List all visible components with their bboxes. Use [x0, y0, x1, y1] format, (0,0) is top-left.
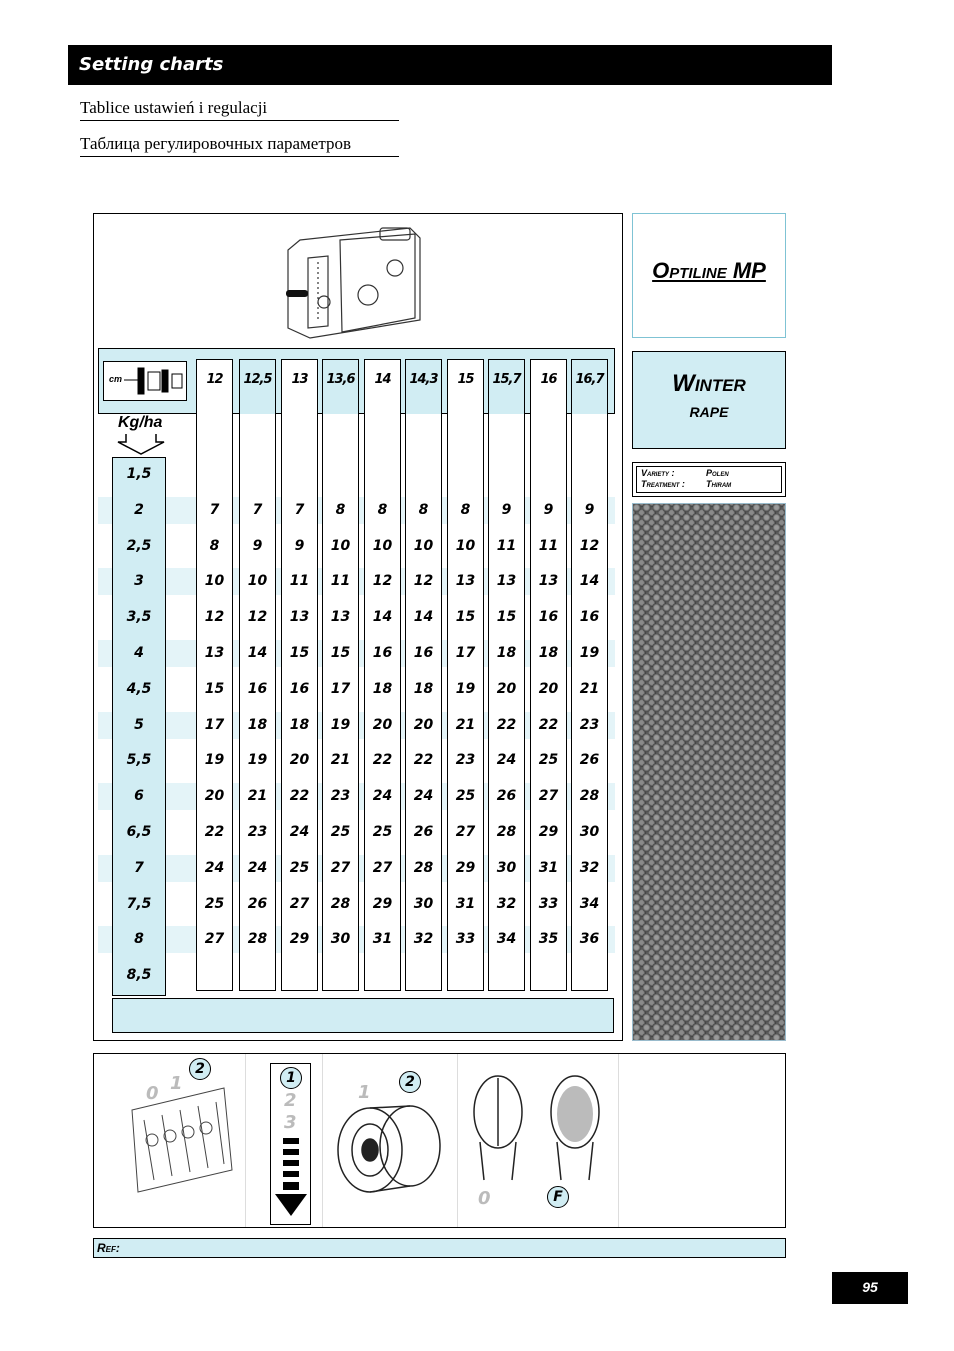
column-header: 13,6	[323, 360, 358, 414]
table-cell: 18	[372, 680, 393, 697]
table-cell: 12	[413, 573, 434, 590]
table-cell: 28	[413, 859, 434, 876]
table-cell: 11	[538, 537, 559, 554]
step-arrow-icon	[274, 1138, 308, 1220]
gear-wheel-illustration	[330, 1098, 450, 1198]
column-header: 15,7	[489, 360, 524, 414]
table-cell: 30	[579, 824, 600, 840]
table-cell: 10	[372, 537, 393, 554]
table-cell: 19	[579, 645, 600, 661]
table-cell: 17	[455, 645, 476, 661]
tractor-icon	[124, 364, 186, 398]
table-cell: 36	[579, 931, 600, 948]
table-cell: 33	[538, 895, 559, 912]
table-cell: 8	[418, 501, 429, 518]
table-cell: 13	[289, 609, 310, 626]
kgha-row-label: 4,5	[126, 680, 152, 697]
step-1-badge: 1	[280, 1067, 302, 1089]
row-spacing-icon-box	[103, 361, 187, 401]
table-cell: 32	[496, 895, 517, 912]
table-cell: 24	[372, 788, 393, 805]
column-header: 12,5	[240, 360, 275, 414]
table-cell: 20	[496, 680, 517, 697]
column-header: 16,7	[572, 360, 607, 414]
crop-name-box	[632, 351, 786, 449]
table-cell: 26	[247, 895, 268, 912]
table-cell: 12	[579, 537, 600, 554]
crop-name-line2: rape	[689, 400, 729, 422]
down-arrow-icon	[116, 432, 166, 456]
table-cell: 26	[496, 788, 517, 805]
table-cell: 20	[204, 788, 225, 805]
table-cell: 26	[413, 824, 434, 840]
table-cell: 25	[330, 824, 351, 840]
table-cell: 16	[579, 609, 600, 626]
table-cell: 8	[335, 501, 346, 518]
table-cell: 8	[460, 501, 471, 518]
disc-position-0: 0	[478, 1188, 491, 1209]
section-title-bar	[68, 45, 832, 85]
kg-ha-label: Kg/ha	[118, 414, 163, 431]
table-cell: 7	[209, 501, 220, 518]
table-cell: 28	[330, 895, 351, 912]
table-cell: 24	[496, 752, 517, 769]
table-cell: 9	[252, 537, 263, 554]
table-cell: 30	[496, 859, 517, 876]
table-cell: 29	[289, 931, 310, 948]
kgha-row-label: 5	[134, 716, 144, 733]
column-header: 14,3	[406, 360, 441, 414]
table-cell: 18	[247, 716, 268, 733]
kgha-row-label: 8,5	[126, 967, 152, 984]
table-cell: 17	[330, 680, 351, 697]
table-cell: 31	[455, 895, 476, 912]
table-cell: 25	[289, 859, 310, 876]
table-footer-bar	[112, 998, 614, 1033]
step-2: 2	[284, 1090, 297, 1111]
table-cell: 7	[252, 501, 263, 518]
table-cell: 8	[209, 537, 220, 554]
column-header: 16	[540, 372, 557, 387]
section-title: Setting charts	[79, 54, 224, 75]
lever-position-0: 0	[146, 1083, 159, 1104]
cm-label: cm	[109, 374, 123, 384]
table-cell: 10	[455, 537, 476, 554]
step-3: 3	[284, 1112, 297, 1133]
table-cell: 13	[455, 573, 476, 590]
table-cell: 11	[496, 537, 517, 554]
kgha-row-label: 7	[134, 859, 144, 876]
kgha-row-label: 7,5	[126, 895, 152, 912]
metering-unit-illustration	[280, 220, 440, 344]
kgha-row-label: 5,5	[126, 752, 152, 769]
page-number-box	[832, 1272, 908, 1304]
subtitle-russian: Таблица регулировочных параметров	[80, 134, 399, 157]
machine-name: Optiline MP	[652, 258, 766, 283]
table-cell: 19	[455, 680, 476, 697]
table-cell: 32	[579, 859, 600, 876]
variety-label: Variety :	[641, 468, 675, 478]
gear-position-2-badge: 2	[399, 1071, 421, 1093]
table-cell: 13	[330, 609, 351, 626]
table-cell: 22	[204, 824, 225, 840]
table-cell: 16	[538, 609, 559, 626]
table-cell: 17	[204, 716, 225, 733]
table-cell: 22	[496, 716, 517, 733]
table-cell: 30	[330, 931, 351, 948]
table-cell: 15	[496, 609, 517, 626]
table-cell: 16	[247, 680, 268, 697]
table-cell: 11	[330, 573, 351, 590]
column-header: 15	[457, 372, 474, 387]
table-cell: 27	[455, 824, 476, 840]
table-cell: 19	[247, 752, 268, 769]
table-cell: 23	[247, 824, 268, 840]
table-cell: 25	[455, 788, 476, 805]
table-cell: 34	[579, 895, 600, 912]
table-cell: 27	[330, 859, 351, 876]
seed-sample-photo	[632, 503, 786, 1041]
table-cell: 29	[372, 895, 393, 912]
table-cell: 13	[496, 573, 517, 590]
table-cell: 23	[455, 752, 476, 769]
table-cell: 10	[330, 537, 351, 554]
column-header: 14	[374, 372, 391, 387]
table-cell: 12	[204, 609, 225, 626]
treatment-label: Treatment :	[641, 479, 685, 489]
table-cell: 15	[204, 680, 225, 697]
table-cell: 24	[247, 859, 268, 876]
column-header: 12	[206, 372, 223, 387]
kgha-row-label: 6,5	[126, 824, 152, 840]
table-cell: 16	[289, 680, 310, 697]
ref-bar	[93, 1238, 786, 1258]
table-cell: 29	[538, 824, 559, 840]
table-cell: 21	[330, 752, 351, 769]
table-cell: 20	[372, 716, 393, 733]
gear-position-1: 1	[358, 1082, 371, 1103]
table-cell: 18	[496, 645, 517, 661]
kgha-row-label: 3	[134, 573, 144, 590]
table-cell: 10	[413, 537, 434, 554]
table-cell: 14	[579, 573, 600, 590]
column-header: 13	[291, 372, 308, 387]
kgha-row-label: 3,5	[126, 609, 152, 626]
lever-position-1: 1	[170, 1073, 183, 1094]
table-cell: 24	[413, 788, 434, 805]
table-cell: 27	[204, 931, 225, 948]
table-cell: 34	[496, 931, 517, 948]
table-cell: 22	[372, 752, 393, 769]
table-cell: 15	[289, 645, 310, 661]
kgha-row-label: 8	[134, 931, 144, 948]
table-cell: 26	[579, 752, 600, 769]
table-cell: 29	[455, 859, 476, 876]
table-cell: 28	[579, 788, 600, 805]
table-cell: 9	[294, 537, 305, 554]
disc-f-badge: F	[547, 1186, 569, 1208]
table-cell: 27	[289, 895, 310, 912]
table-cell: 35	[538, 931, 559, 948]
table-cell: 18	[289, 716, 310, 733]
table-cell: 8	[377, 501, 388, 518]
table-cell: 22	[538, 716, 559, 733]
table-cell: 28	[247, 931, 268, 948]
table-cell: 14	[247, 645, 268, 661]
table-cell: 19	[204, 752, 225, 769]
table-cell: 27	[372, 859, 393, 876]
table-cell: 10	[247, 573, 268, 590]
table-cell: 32	[413, 931, 434, 948]
table-cell: 33	[455, 931, 476, 948]
subtitle-polish: Tablice ustawień i regulacji	[80, 98, 399, 121]
table-cell: 25	[372, 824, 393, 840]
table-cell: 15	[455, 609, 476, 626]
table-cell: 9	[501, 501, 512, 518]
table-cell: 12	[372, 573, 393, 590]
table-cell: 21	[579, 680, 600, 697]
table-cell: 19	[330, 716, 351, 733]
crop-name-line1: Winter	[672, 370, 746, 397]
table-cell: 27	[538, 788, 559, 805]
table-cell: 13	[538, 573, 559, 590]
table-cell: 16	[372, 645, 393, 661]
ref-label: Ref:	[97, 1241, 120, 1255]
table-cell: 9	[543, 501, 554, 518]
kgha-row-label: 4	[134, 645, 144, 661]
page-number: 95	[862, 1279, 878, 1295]
seed-disc-illustration	[470, 1072, 610, 1184]
machine-name-box	[632, 213, 786, 338]
table-cell: 25	[538, 752, 559, 769]
table-cell: 23	[330, 788, 351, 805]
table-cell: 13	[204, 645, 225, 661]
table-cell: 16	[413, 645, 434, 661]
variety-box	[632, 462, 786, 497]
table-cell: 24	[289, 824, 310, 840]
table-cell: 25	[204, 895, 225, 912]
table-cell: 24	[204, 859, 225, 876]
table-cell: 15	[330, 645, 351, 661]
table-cell: 18	[538, 645, 559, 661]
table-cell: 20	[413, 716, 434, 733]
table-cell: 7	[294, 501, 305, 518]
table-cell: 21	[247, 788, 268, 805]
table-cell: 23	[579, 716, 600, 733]
lever-position-2-badge: 2	[189, 1058, 211, 1080]
table-cell: 18	[413, 680, 434, 697]
kgha-row-label: 6	[134, 788, 144, 805]
table-cell: 28	[496, 824, 517, 840]
kgha-row-label: 2,5	[126, 537, 152, 554]
treatment-value: Thiram	[706, 479, 732, 489]
table-cell: 14	[372, 609, 393, 626]
table-cell: 14	[413, 609, 434, 626]
table-cell: 9	[584, 501, 595, 518]
table-cell: 20	[538, 680, 559, 697]
table-cell: 30	[413, 895, 434, 912]
kgha-row-label: 1,5	[126, 466, 152, 482]
table-cell: 22	[413, 752, 434, 769]
lever-settings-illustration	[124, 1080, 236, 1200]
variety-value: Polen	[706, 468, 729, 478]
table-cell: 10	[204, 573, 225, 590]
table-cell: 21	[455, 716, 476, 733]
kgha-row-label: 2	[134, 501, 144, 518]
table-cell: 12	[247, 609, 268, 626]
table-cell: 22	[289, 788, 310, 805]
table-cell: 31	[538, 859, 559, 876]
table-cell: 31	[372, 931, 393, 948]
table-cell: 11	[289, 573, 310, 590]
table-cell: 20	[289, 752, 310, 769]
